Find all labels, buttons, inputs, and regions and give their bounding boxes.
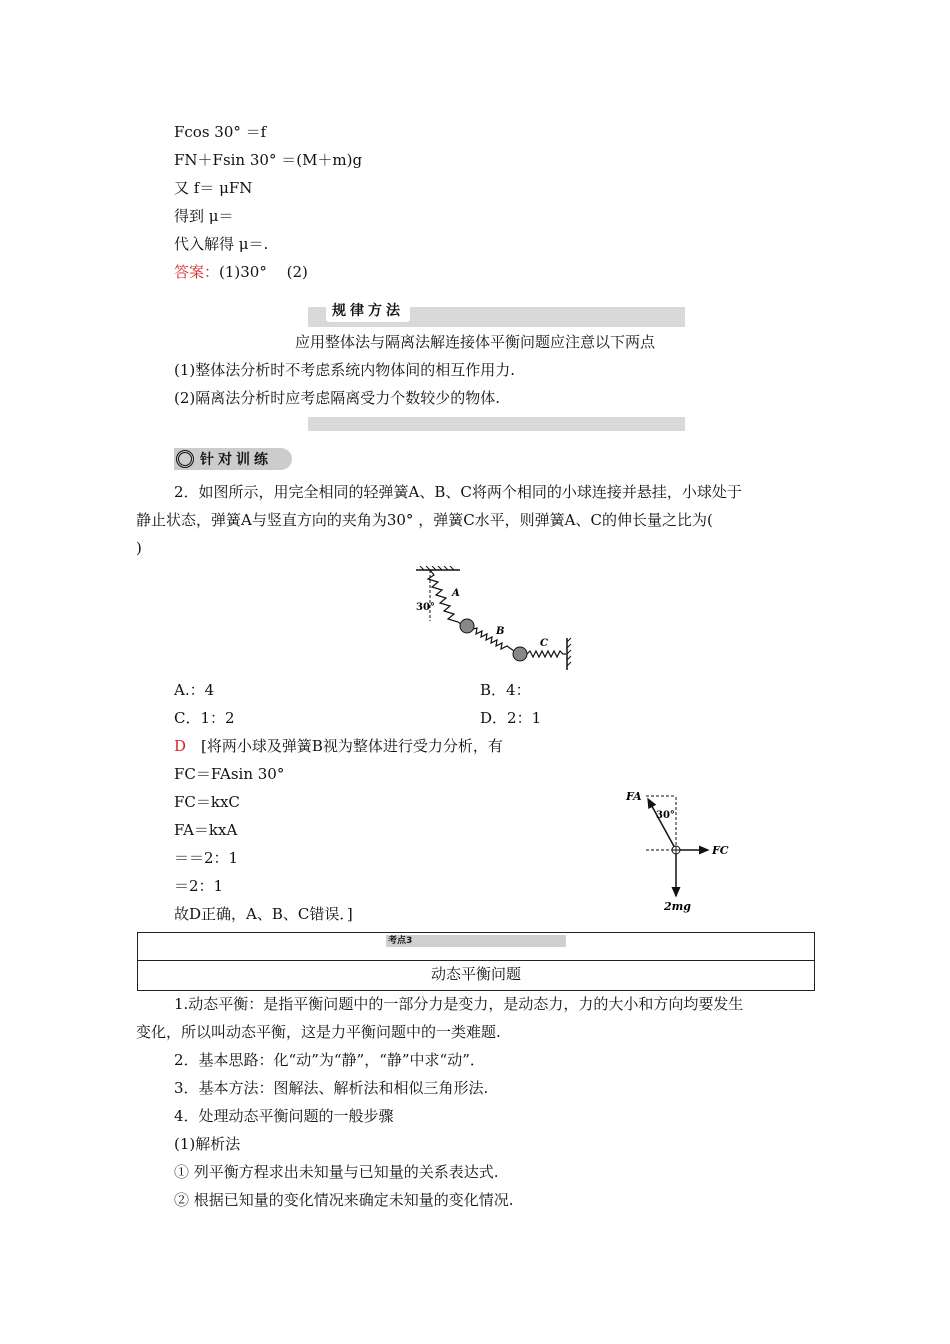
solution-line-2: FC＝FAsin 30° [174, 765, 285, 783]
answer-label: 答案： [174, 263, 220, 281]
option-d: D．2：1 [480, 709, 542, 727]
question-line-1: 2．如图所示，用完全相同的轻弹簧A、B、C将两个相同的小球连接并悬挂，小球处于 [174, 483, 742, 501]
fig2-label-fc: FC [712, 844, 729, 857]
kaodian-divider [138, 960, 814, 961]
solution-line-6: ＝2：1 [174, 877, 224, 895]
eq-line-5: 代入解得 μ＝. [174, 235, 269, 253]
body-line-2: 变化，所以叫动态平衡，这是力平衡问题中的一类难题. [136, 1023, 501, 1041]
solution-line-4: FA＝kxA [174, 821, 238, 839]
eq-line-4: 得到 μ＝ [174, 207, 234, 225]
method-point-2: (2)隔离法分析时应考虑隔离受力个数较少的物体. [174, 389, 501, 407]
option-c: C．1：2 [174, 709, 235, 727]
kaodian-header-bar [386, 935, 566, 947]
kaodian-tag: 考点3 [388, 936, 413, 946]
body-line-7: ① 列平衡方程求出未知量与已知量的关系表达式. [174, 1163, 499, 1181]
body-line-6: (1)解析法 [174, 1135, 241, 1153]
eq-line-1: Fcos 30° ＝f [174, 123, 267, 141]
eq-line-2: FN＋Fsin 30° ＝(M＋m)g [174, 151, 363, 169]
target-icon [176, 450, 194, 468]
body-line-8: ② 根据已知量的变化情况来确定未知量的变化情况. [174, 1191, 514, 1209]
fig2-label-fa: FA [626, 790, 642, 803]
solution-intro: [将两小球及弹簧B视为整体进行受力分析，有 [201, 737, 503, 755]
fig1-angle-label: 30° [416, 602, 435, 613]
kaodian-title: 动态平衡问题 [430, 965, 521, 983]
solution-line-7: 故D正确，A、B、C错误．] [174, 905, 353, 923]
method-point-1: (1)整体法分析时不考虑系统内物体间的相互作用力. [174, 361, 516, 379]
body-line-5: 4．处理动态平衡问题的一般步骤 [174, 1107, 394, 1125]
body-line-4: 3．基本方法：图解法、解析法和相似三角形法. [174, 1079, 489, 1097]
solution-line-1 [174, 736, 503, 756]
body-line-3: 2．基本思路：化“动”为“静”，“静”中求“动”． [174, 1051, 485, 1069]
question-line-3: ) [136, 539, 142, 557]
eq-line-3: 又 f＝ μFN [174, 179, 253, 197]
force-diagram [624, 786, 740, 914]
practice-tag [176, 448, 272, 470]
solution-line-5: ＝＝2：1 [174, 849, 239, 867]
option-b: B．4： [480, 681, 531, 699]
method-footer-bar [308, 417, 685, 431]
answer-line [174, 262, 308, 282]
method-title: 应用整体法与隔离法解连接体平衡问题应注意以下两点 [295, 333, 656, 351]
question-line-2: 静止状态，弹簧A与竖直方向的夹角为30° ，弹簧C水平，则弹簧A、C的伸长量之比为( [136, 511, 713, 529]
fig2-label-mg: 2mg [664, 900, 691, 913]
spring-figure [414, 566, 574, 672]
fig1-label-c: C [540, 638, 548, 649]
fig2-angle-label: 30° [656, 810, 675, 821]
fig1-label-a: A [452, 588, 460, 599]
body-line-1: 1.动态平衡：是指平衡问题中的一部分力是变力，是动态力，力的大小和方向均要发生 [174, 995, 744, 1013]
method-tag [326, 298, 410, 322]
method-tag-text: 规律方法 [326, 298, 410, 322]
kaodian-box [137, 932, 815, 991]
option-a: A.：4 [174, 681, 215, 699]
fig1-label-b: B [496, 626, 505, 637]
solution-key: D [174, 737, 187, 755]
answer-text: (1)30° (2) [219, 263, 308, 281]
practice-tag-text: 针对训练 [200, 452, 272, 468]
solution-line-3: FC＝kxC [174, 793, 240, 811]
